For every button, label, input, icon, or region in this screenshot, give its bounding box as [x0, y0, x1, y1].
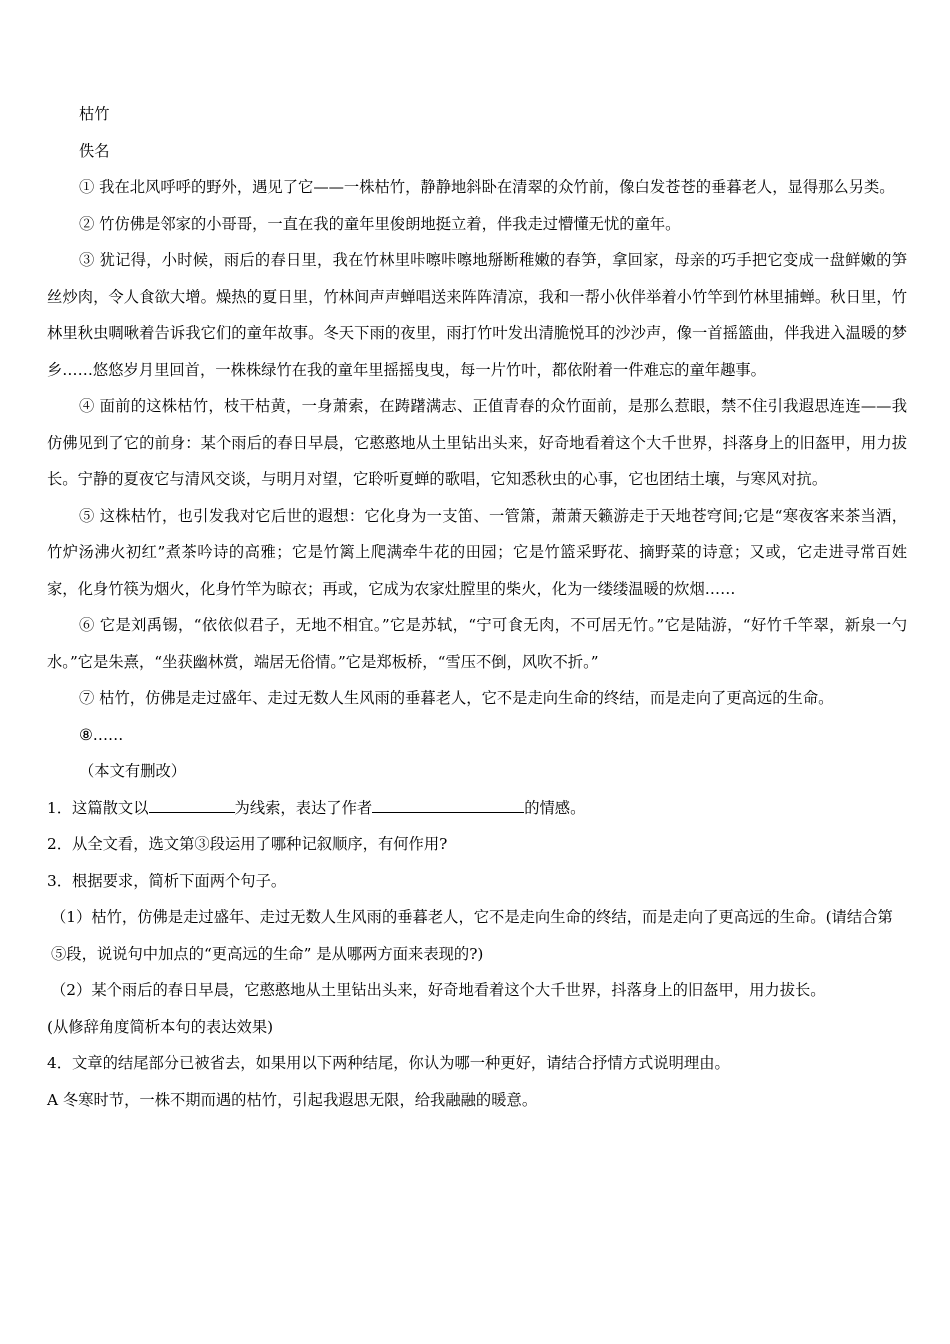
question-3-part-1: （1）枯竹，仿佛是走过盛年、走过无数人生风雨的垂暮老人，它不是走向生命的终结，而是走向了更高远的生命。(请结合第⑤段，说说句中加点的“更高远的生命” 是从哪两方面来表现的?) — [51, 908, 893, 963]
article-note: （本文有删改） — [79, 762, 187, 780]
paragraph-6: ⑥ 它是刘禹锡，“依依似君子，无地不相宜。”它是苏轼，“宁可食无肉，不可居无竹。”它是陆游，“好竹千竿翠，新泉一勺水。”它是朱熹，“坐获幽林赏，端居无俗情。”它是郑板桥，“雪压不倒，风吹不折。” — [47, 616, 907, 671]
question-3-part-2: （2）某个雨后的春日早晨，它憨憨地从土里钻出头来，好奇地看着这个大千世界，抖落身上的旧盔甲，用力拔长。 — [51, 981, 826, 999]
paragraph-1: ① 我在北风呼呼的野外，遇见了它——一株枯竹，静静地斜卧在清翠的众竹前，像白发苍苍的垂暮老人，显得那么另类。 — [79, 178, 895, 196]
paragraph-2: ② 竹仿佛是邻家的小哥哥，一直在我的童年里俊朗地挺立着，伴我走过懵懂无忧的童年。 — [79, 214, 681, 233]
paragraph-8: ⑧…… — [79, 725, 124, 744]
question-1-suffix: 的情感。 — [524, 798, 586, 817]
question-1-mid: 为线索，表达了作者 — [234, 798, 373, 817]
paragraph-4: ④ 面前的这株枯竹，枝干枯黄，一身萧索，在踌躇满志、正值青春的众竹面前，是那么惹眼，禁不住引我遐思连连——我仿佛见到了它的前身：某个雨后的春日早晨，它憨憨地从土里钻出头来，好奇地看着这个大千世界，抖落身上的旧盔甲，用力拔长。宁静的夏夜它与清风交谈，与明月对望，它聆听夏蝉的歌唱，它知悉秋虫的心事，它也团结土壤，与寒风对抗。 — [47, 397, 907, 488]
answer-blank-emotion[interactable] — [372, 796, 524, 813]
paragraph-3: ③ 犹记得，小时候，雨后的春日里，我在竹林里咔嚓咔嚓地掰断稚嫩的春笋，拿回家，母亲的巧手把它变成一盘鲜嫩的笋丝炒肉，令人食欲大增。燥热的夏日里，竹林间声声蝉唱送来阵阵清凉，我和一帮小伙伴举着小竹竿到竹林里捕蝉。秋日里，竹林里秋虫啁啾着告诉我它们的童年故事。冬天下雨的夜里，雨打竹叶发出清脆悦耳的沙沙声，像一首摇篮曲，伴我进入温暖的梦乡……悠悠岁月里回首，一株株绿竹在我的童年里摇摇曳曳，每一片竹叶，都依附着一件难忘的童年趣事。 — [47, 251, 907, 379]
question-1 — [47, 790, 907, 827]
question-4-option-a: A 冬寒时节，一株不期而遇的枯竹，引起我遐思无限，给我融融的暖意。 — [47, 1090, 538, 1109]
question-3: 3．根据要求，简析下面两个句子。 — [47, 871, 287, 890]
article-title: 枯竹 — [79, 105, 110, 123]
article-author: 佚名 — [79, 141, 110, 160]
question-4: 4．文章的结尾部分已被省去，如果用以下两种结尾，你认为哪一种更好，请结合抒情方式说明理由。 — [47, 1054, 730, 1072]
answer-blank-clue[interactable] — [149, 796, 235, 813]
paragraph-5: ⑤ 这株枯竹，也引发我对它后世的遐想：它化身为一支笛、一管箫，萧萧天籁游走于天地苍穹间;它是“寒夜客来茶当酒，竹炉汤沸火初红”煮茶吟诗的高雅；它是竹篱上爬满牵牛花的田园；它是竹篮采野花、摘野菜的诗意；又或，它走进寻常百姓家，化身竹筷为烟火，化身竹竿为晾衣；再或，它成为农家灶膛里的柴火，化为一缕缕温暖的炊烟…… — [47, 506, 907, 598]
question-2: 2．从全文看，选文第③段运用了哪种记叙顺序，有何作用? — [47, 835, 448, 853]
question-3-part-2-note: (从修辞角度简析本句的表达效果) — [47, 1017, 274, 1036]
document-page — [47, 96, 907, 1118]
question-1-prefix: 1．这篇散文以 — [47, 798, 149, 817]
paragraph-7: ⑦ 枯竹，仿佛是走过盛年、走过无数人生风雨的垂暮老人，它不是走向生命的终结，而是走向了更高远的生命。 — [79, 689, 834, 707]
